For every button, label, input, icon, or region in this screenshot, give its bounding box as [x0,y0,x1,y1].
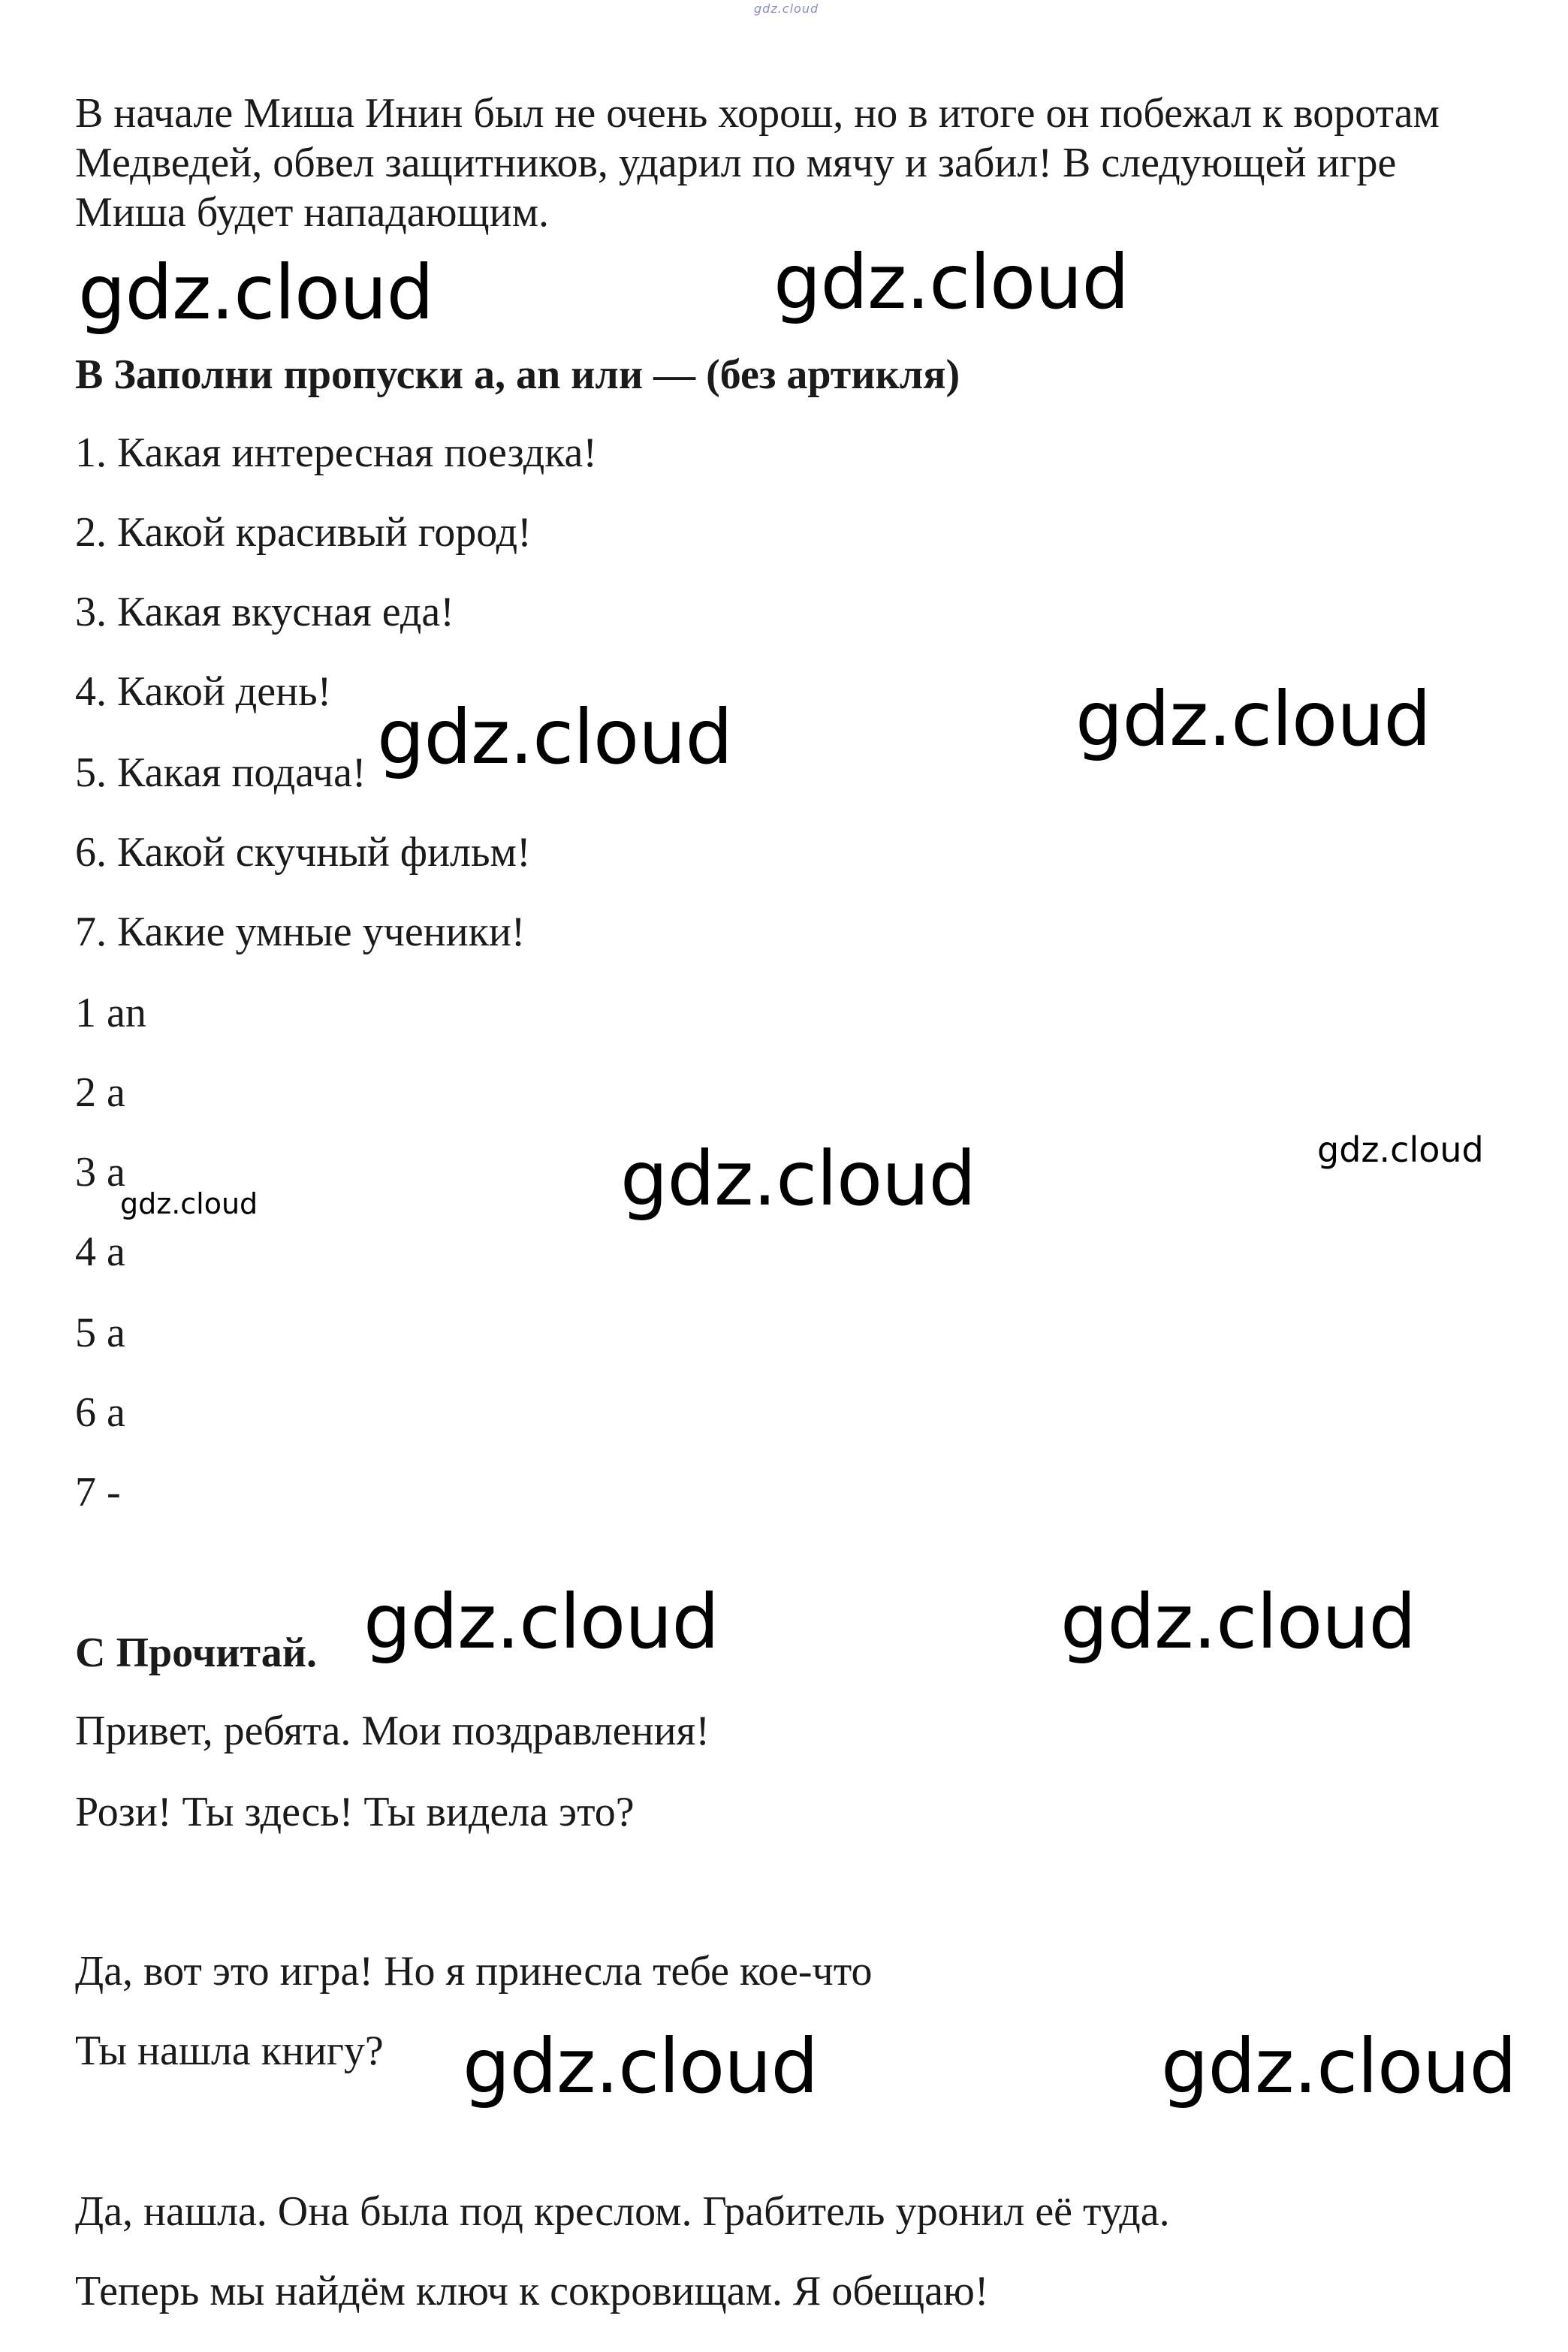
dialogue-line: Привет, ребята. Мои поздравления! [75,1708,710,1754]
sentence-item: 1. Какая интересная поездка! [75,430,598,476]
sentence-item: 2. Какой красивый город! [75,509,532,556]
watermark: gdz.cloud [463,2022,819,2110]
watermark: gdz.cloud [620,1135,976,1223]
answer-item: 6 a [75,1389,125,1436]
section-b-heading: В Заполни пропуски a, an или — (без артикля) [75,351,960,398]
watermark: gdz.cloud [363,1578,719,1666]
dialogue-line: Да, нашла. Она была под креслом. Грабитель уронил её туда. [75,2188,1170,2235]
watermark: gdz.cloud [78,249,434,336]
answer-item: 5 a [75,1310,125,1356]
sentence-item: 5. Какая подача! [75,749,366,796]
sentence-item: 6. Какой скучный фильм! [75,829,531,876]
sentence-item: 7. Какие умные ученики! [75,909,526,955]
section-c-heading: С Прочитай. [75,1630,317,1676]
sentence-item: 4. Какой день! [75,668,332,715]
answer-item: 2 a [75,1069,125,1116]
dialogue-line: Рози! Ты здесь! Ты видела это? [75,1789,635,1835]
watermark: gdz.cloud [377,693,733,781]
watermark: gdz.cloud [1060,1578,1416,1666]
dialogue-line: Теперь мы найдём ключ к сокровищам. Я обещаю! [75,2268,989,2314]
watermark: gdz.cloud [1075,675,1431,763]
watermark: gdz.cloud [773,238,1129,326]
header-watermark: gdz.cloud [754,2,819,16]
watermark: gdz.cloud [120,1187,258,1220]
sentence-item: 3. Какая вкусная еда! [75,589,454,635]
answer-item: 4 a [75,1229,125,1275]
dialogue-line: Ты нашла книгу? [75,2028,384,2074]
answer-item: 1 an [75,990,146,1036]
dialogue-line: Да, вот это игра! Но я принесла тебе кое-что [75,1948,873,1995]
intro-paragraph: В начале Миша Инин был не очень хорош, но в итоге он побежал к воротам Медведей, обвел защитников, ударил по мячу и забил! В следующей игре Миша будет нападающим. [75,90,1440,236]
watermark: gdz.cloud [1161,2022,1517,2110]
watermark: gdz.cloud [1317,1129,1484,1170]
answer-item: 3 a [75,1149,125,1196]
answer-item: 7 - [75,1469,121,1515]
